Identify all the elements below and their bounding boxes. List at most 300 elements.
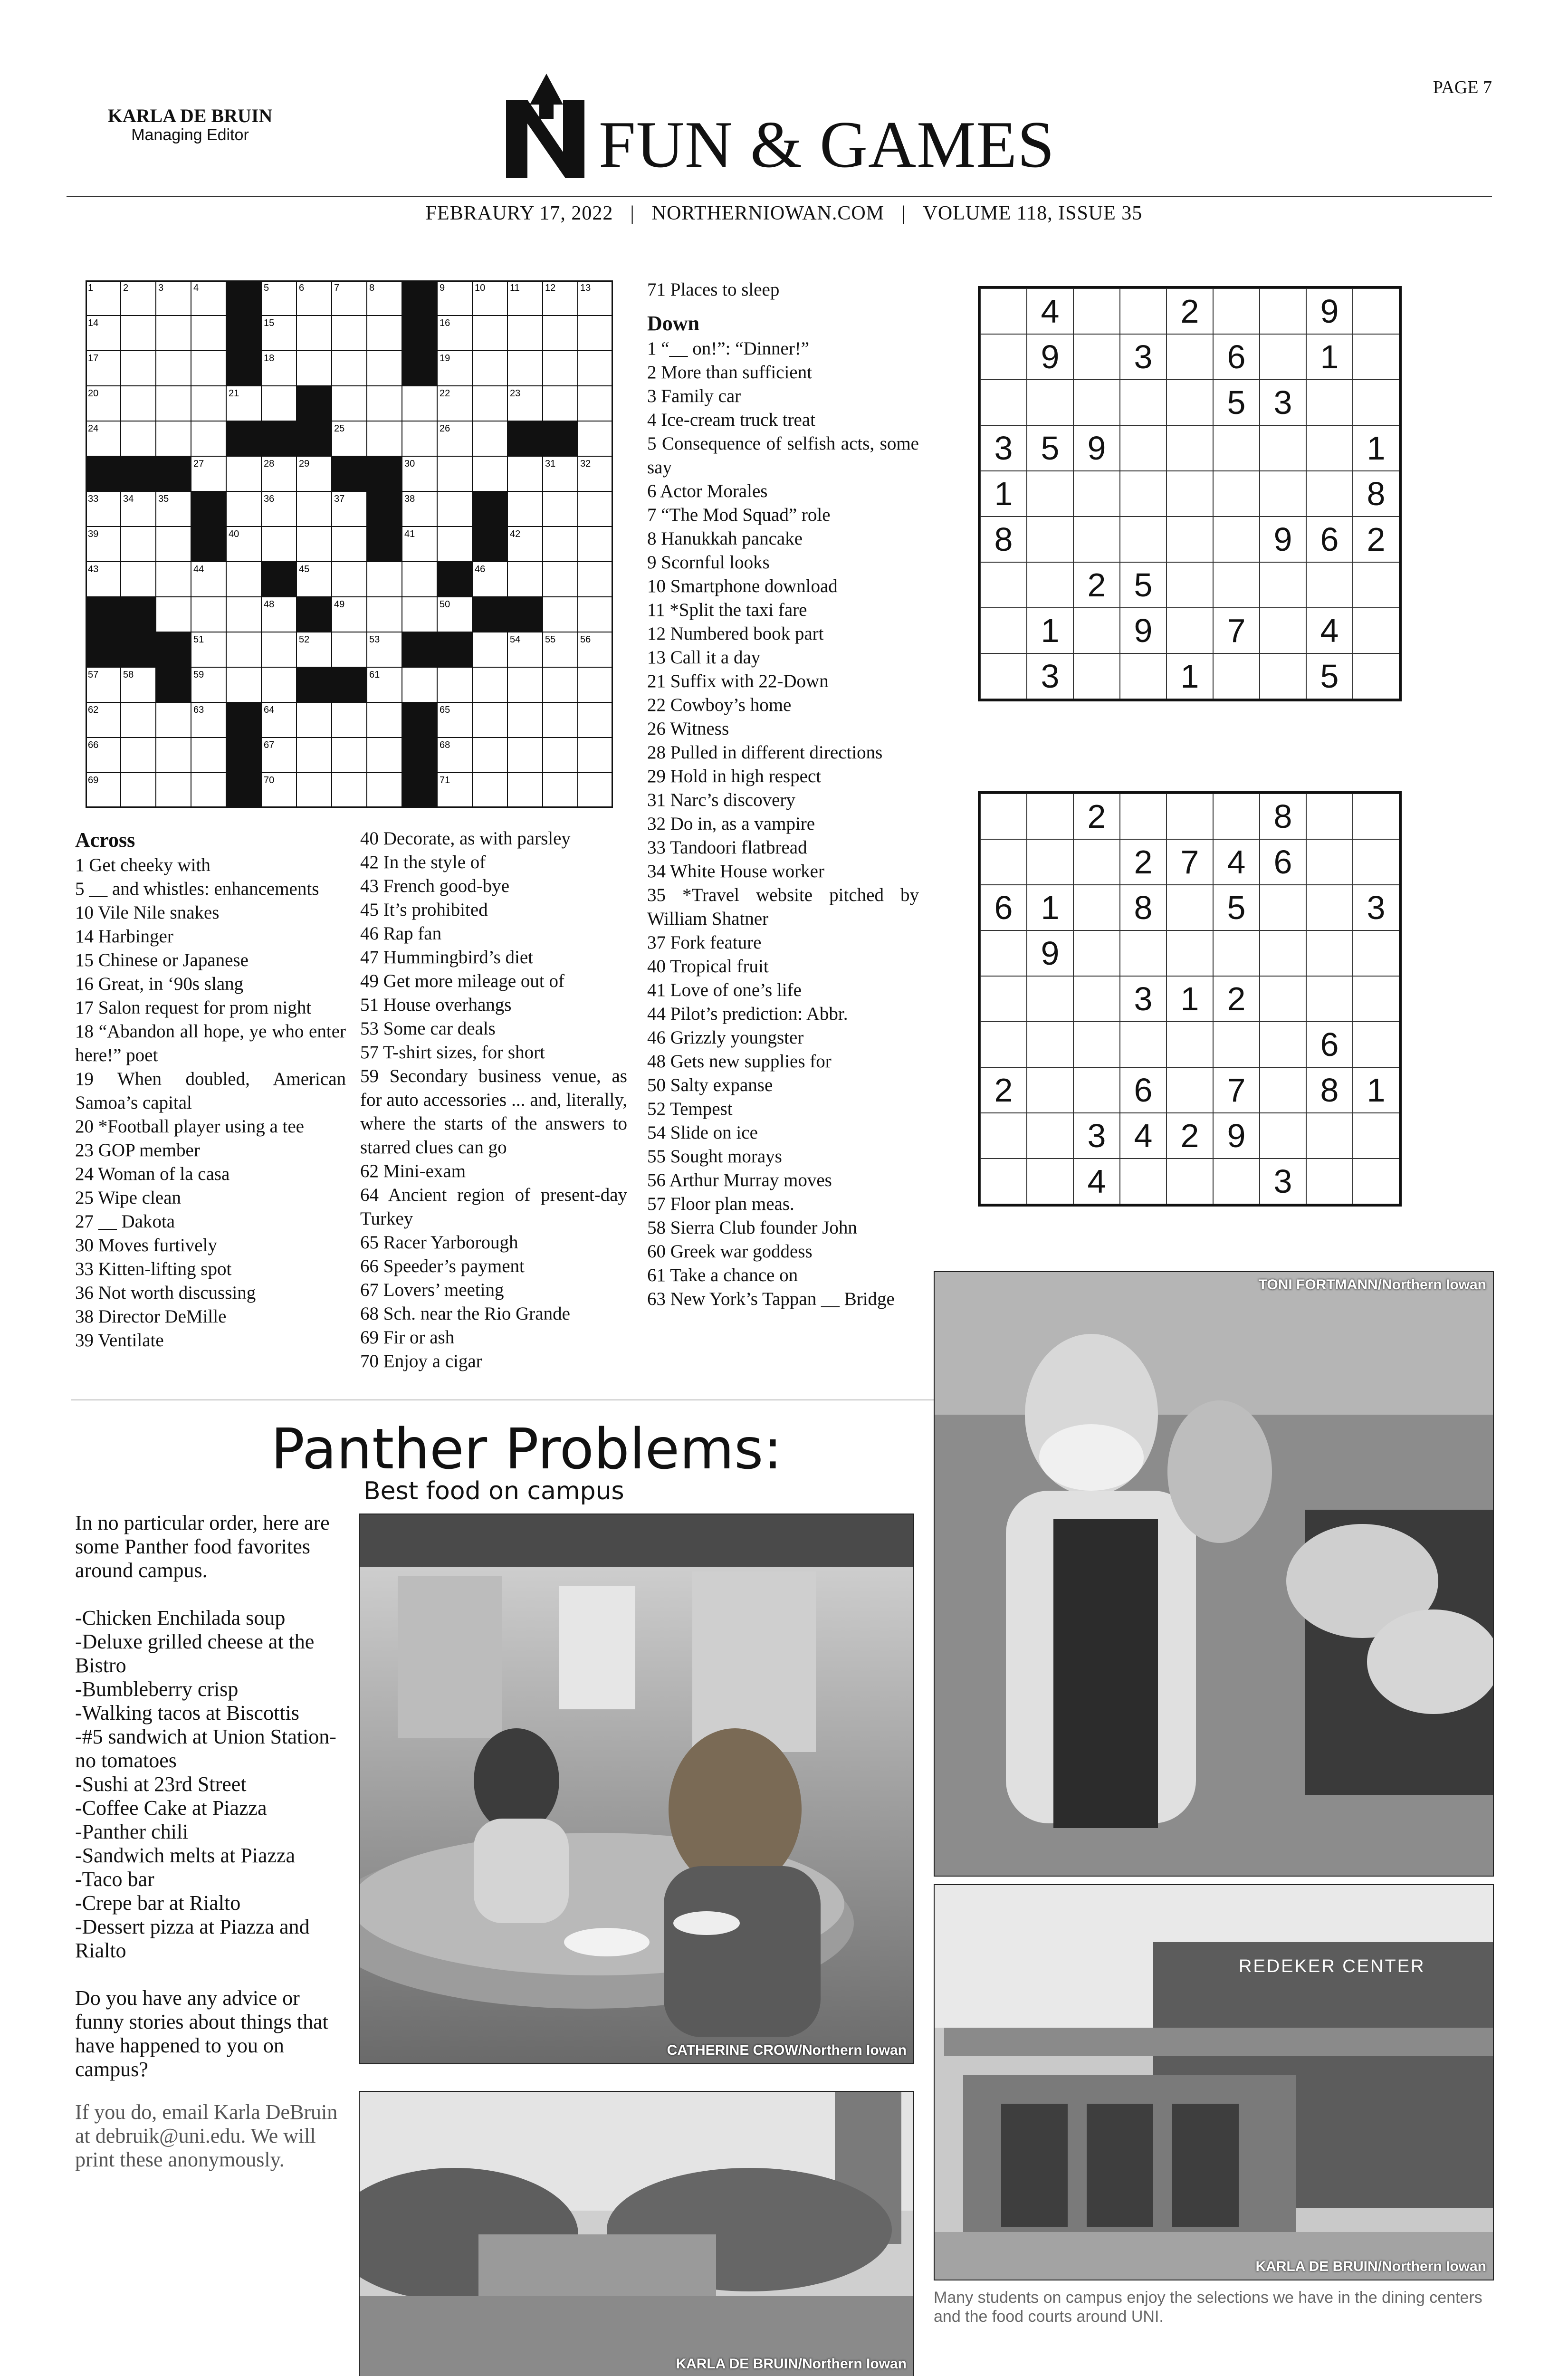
crossword-cell	[367, 738, 402, 773]
crossword-cell	[543, 562, 578, 597]
food-item: -Walking tacos at Biscottis	[75, 1701, 299, 1725]
across-clue: 59 Secondary business venue, as for auto accessories ... and, literally, where the starts of the answers to starred clues can go	[360, 1066, 627, 1158]
photo-credit: KARLA DE BRUIN/Northern Iowan	[676, 2356, 907, 2372]
crossword-cell	[296, 527, 332, 562]
across-clue: 66 Speeder’s payment	[360, 1256, 525, 1276]
crossword-cell-number: 25	[334, 423, 345, 434]
crossword-cell	[332, 351, 367, 386]
crossword-cell	[507, 491, 543, 527]
sudoku-cell	[1260, 930, 1306, 976]
sudoku-cell	[1213, 471, 1260, 517]
crossword-cell-number: 42	[510, 529, 521, 539]
sudoku-cell: 6	[1260, 839, 1306, 885]
sudoku-cell: 1	[1166, 976, 1213, 1022]
crossword-cell	[332, 738, 367, 773]
sudoku-cell	[1353, 334, 1399, 380]
crossword-cell	[472, 421, 507, 456]
food-item: -Crepe bar at Rialto	[75, 1891, 241, 1915]
crossword-cell	[296, 491, 332, 527]
crossword-cell	[578, 527, 613, 562]
down-clue: 48 Gets new supplies for	[647, 1051, 832, 1072]
sudoku-cell: 2	[1213, 976, 1260, 1022]
crossword-cell-number: 27	[193, 459, 204, 469]
crossword-cell-number: 58	[123, 670, 134, 680]
northern-iowan-logo	[501, 71, 592, 181]
crossword-block	[86, 632, 121, 667]
down-clue: 8 Hanukkah pancake	[647, 528, 803, 549]
crossword-block	[121, 597, 156, 632]
crossword-cell	[578, 386, 613, 421]
crossword-cell	[332, 702, 367, 738]
down-clue: 4 Ice-cream truck treat	[647, 410, 816, 430]
crossword-cell-number: 56	[580, 634, 591, 645]
crossword-cell-number: 4	[193, 283, 199, 293]
down-clue: 2 More than sufficient	[647, 362, 812, 383]
sudoku-cell	[1260, 1022, 1306, 1067]
sudoku-cell	[1120, 517, 1166, 562]
food-item: -Sandwich melts at Piazza	[75, 1844, 296, 1867]
sudoku-cell	[1073, 471, 1120, 517]
header-rule	[67, 196, 1492, 197]
crossword-cell	[472, 773, 507, 808]
crossword-cell	[578, 421, 613, 456]
sudoku-cell	[1166, 885, 1213, 930]
sudoku-cell	[980, 653, 1027, 699]
across-clue: 42 In the style of	[360, 852, 486, 872]
crossword-cell	[367, 351, 402, 386]
photo-credit: CATHERINE CROW/Northern Iowan	[667, 2042, 907, 2058]
crossword-cell	[156, 527, 191, 562]
sudoku-cell: 7	[1213, 608, 1260, 653]
sudoku-cell	[1213, 1159, 1260, 1204]
crossword-cell	[507, 316, 543, 351]
sudoku-cell: 8	[1353, 471, 1399, 517]
across-clue: 69 Fir or ash	[360, 1327, 455, 1348]
crossword-block	[437, 562, 472, 597]
crossword-cell	[367, 773, 402, 808]
sudoku-cell	[980, 1113, 1027, 1159]
crossword-block	[156, 632, 191, 667]
crossword-cell	[578, 597, 613, 632]
sudoku-cell	[980, 976, 1027, 1022]
crossword-cell	[296, 773, 332, 808]
sudoku-cell	[1260, 334, 1306, 380]
crossword-block	[296, 667, 332, 702]
across-clue: 49 Get more mileage out of	[360, 971, 564, 991]
crossword-cell	[578, 351, 613, 386]
crossword-block	[332, 456, 367, 491]
sudoku-cell	[1166, 425, 1213, 471]
sudoku-cell: 3	[1027, 653, 1073, 699]
down-clue: 61 Take a chance on	[647, 1265, 798, 1285]
down-clue: 34 White House worker	[647, 861, 824, 881]
crossword-cell-number: 65	[440, 705, 450, 715]
crossword-cell	[402, 562, 437, 597]
crossword-cell-number: 59	[193, 670, 204, 680]
crossword-cell	[472, 738, 507, 773]
crossword-cell	[156, 421, 191, 456]
sudoku-cell	[1073, 1067, 1120, 1113]
down-heading: Down	[647, 312, 700, 335]
across-clue: 33 Kitten-lifting spot	[75, 1259, 232, 1279]
sudoku-cell	[1120, 425, 1166, 471]
sudoku-cell: 3	[1120, 976, 1166, 1022]
across-clue: 24 Woman of la casa	[75, 1164, 230, 1184]
across-clue: 27 __ Dakota	[75, 1211, 175, 1232]
sudoku-cell	[1166, 380, 1213, 425]
crossword-block	[121, 632, 156, 667]
sudoku-cell	[1306, 1113, 1353, 1159]
sudoku-cell	[1353, 562, 1399, 608]
crossword-cell	[121, 386, 156, 421]
sudoku-puzzle-1	[978, 286, 1402, 701]
crossword-cell	[226, 491, 261, 527]
sudoku-cell	[1027, 562, 1073, 608]
sudoku-cell	[1306, 839, 1353, 885]
crossword-cell-number: 5	[264, 283, 269, 293]
sudoku-cell	[1213, 517, 1260, 562]
crossword-cell	[191, 316, 226, 351]
crossword-cell	[543, 386, 578, 421]
crossword-cell	[437, 667, 472, 702]
sudoku-cell: 9	[1120, 608, 1166, 653]
sudoku-cell	[1353, 976, 1399, 1022]
crossword-cell	[578, 491, 613, 527]
crossword-cell	[121, 421, 156, 456]
sudoku-cell: 1	[980, 471, 1027, 517]
sudoku-cell	[1027, 976, 1073, 1022]
sudoku-cell	[1073, 653, 1120, 699]
crossword-cell-number: 11	[510, 283, 520, 293]
sudoku-cell	[1073, 885, 1120, 930]
crossword-block	[261, 562, 296, 597]
sudoku-cell	[1260, 562, 1306, 608]
sudoku-cell	[1027, 1022, 1073, 1067]
crossword-block	[437, 632, 472, 667]
sudoku-cell: 1	[1027, 608, 1073, 653]
crossword-cell	[191, 351, 226, 386]
crossword-cell-number: 71	[440, 775, 450, 786]
sudoku-cell: 2	[1120, 839, 1166, 885]
crossword-cell-number: 67	[264, 740, 275, 750]
across-clue: 25 Wipe clean	[75, 1188, 181, 1208]
crossword-block	[191, 527, 226, 562]
across-clue: 68 Sch. near the Rio Grande	[360, 1303, 570, 1324]
crossword-cell	[543, 773, 578, 808]
sudoku-cell: 6	[1306, 517, 1353, 562]
down-clue: 6 Actor Morales	[647, 481, 768, 501]
crossword-block	[156, 456, 191, 491]
crossword-block	[472, 597, 507, 632]
crossword-cell	[367, 562, 402, 597]
website: NORTHERNIOWAN.COM	[651, 202, 885, 224]
sudoku-cell	[1073, 608, 1120, 653]
down-clue: 32 Do in, as a vampire	[647, 814, 815, 834]
crossword-cell-number: 51	[193, 634, 204, 645]
crossword-cell	[156, 773, 191, 808]
feature-intro: In no particular order, here are some Panther food favorites around campus.	[75, 1511, 330, 1582]
crossword-cell-number: 13	[580, 283, 591, 293]
crossword-block	[507, 421, 543, 456]
sudoku-cell	[1306, 380, 1353, 425]
down-clue: 9 Scornful looks	[647, 552, 770, 573]
crossword-block	[472, 527, 507, 562]
across-clue: 20 *Football player using a tee	[75, 1116, 304, 1137]
crossword-cell	[332, 527, 367, 562]
food-item: -#5 sandwich at Union Station- no tomatoes	[75, 1725, 336, 1772]
crossword-cell-number: 26	[440, 423, 450, 434]
food-item: -Sushi at 23rd Street	[75, 1772, 247, 1796]
sudoku-cell	[1353, 288, 1399, 334]
crossword-cell	[543, 702, 578, 738]
sudoku-cell	[1166, 930, 1213, 976]
dateline	[0, 202, 1568, 225]
sudoku-cell	[1353, 380, 1399, 425]
across-clue: 16 Great, in ‘90s slang	[75, 974, 244, 994]
sudoku-cell	[1306, 425, 1353, 471]
sudoku-cell	[1306, 885, 1353, 930]
sudoku-cell: 9	[1073, 425, 1120, 471]
sudoku-cell	[1353, 930, 1399, 976]
sudoku-cell	[1213, 288, 1260, 334]
sudoku-cell: 2	[1166, 1113, 1213, 1159]
crossword-cell	[472, 667, 507, 702]
crossword-block	[226, 738, 261, 773]
across-clue: 30 Moves furtively	[75, 1235, 217, 1255]
crossword-cell	[578, 316, 613, 351]
sudoku-cell	[1120, 471, 1166, 517]
sudoku-cell	[1120, 1159, 1166, 1204]
crossword-cell	[332, 562, 367, 597]
crossword-cell	[156, 738, 191, 773]
food-item: -Panther chili	[75, 1820, 189, 1843]
sudoku-cell	[1027, 471, 1073, 517]
sudoku-cell	[1353, 839, 1399, 885]
crossword-cell-number: 39	[88, 529, 99, 539]
down-clue: 52 Tempest	[647, 1099, 733, 1119]
crossword-cell	[472, 632, 507, 667]
crossword-cell-number: 66	[88, 740, 99, 750]
sudoku-cell	[1213, 562, 1260, 608]
sudoku-cell	[980, 1159, 1027, 1204]
across-clue: 70 Enjoy a cigar	[360, 1351, 482, 1371]
sudoku-cell: 2	[1353, 517, 1399, 562]
crossword-cell-number: 53	[369, 634, 380, 645]
down-clue: 46 Grizzly youngster	[647, 1027, 804, 1048]
crossword-cell-number: 14	[88, 318, 99, 328]
across-clue: 57 T-shirt sizes, for short	[360, 1042, 545, 1063]
sudoku-cell	[1213, 930, 1260, 976]
down-clue: 3 Family car	[647, 386, 741, 406]
down-clue: 35 *Travel website pitched by William Shatner	[647, 885, 919, 929]
crossword-cell	[191, 386, 226, 421]
crossword-cell-number: 34	[123, 494, 134, 504]
feature-question: Do you have any advice or funny stories about things that have happened to you on campus?	[75, 1986, 328, 2081]
redeker-center-sign: REDEKER CENTER	[1239, 1956, 1425, 1976]
photo-credit: KARLA DE BRUIN/Northern Iowan	[1255, 2259, 1486, 2274]
crossword-cell-number: 46	[475, 564, 486, 575]
crossword-cell-number: 17	[88, 353, 99, 364]
sudoku-cell: 2	[1166, 288, 1213, 334]
crossword-cell-number: 28	[264, 459, 275, 469]
crossword-cell	[543, 527, 578, 562]
crossword-cell	[156, 386, 191, 421]
crossword-cell	[332, 773, 367, 808]
sudoku-cell	[980, 562, 1027, 608]
food-item: -Deluxe grilled cheese at the Bistro	[75, 1630, 315, 1677]
crossword-cell	[367, 421, 402, 456]
sudoku-cell	[1260, 1067, 1306, 1113]
crossword-cell	[437, 456, 472, 491]
sudoku-cell: 6	[980, 885, 1027, 930]
crossword-block	[226, 280, 261, 316]
crossword-cell	[121, 702, 156, 738]
across-clue: 1 Get cheeky with	[75, 855, 210, 875]
sudoku-cell	[1166, 608, 1213, 653]
sudoku-cell	[980, 334, 1027, 380]
dining-hall-photo	[359, 1514, 914, 2064]
crossword-cell	[402, 421, 437, 456]
sudoku-cell: 9	[1027, 930, 1073, 976]
crossword-cell-number: 2	[123, 283, 129, 293]
crossword-block	[296, 386, 332, 421]
crossword-cell	[507, 562, 543, 597]
crossword-cell-number: 55	[545, 634, 556, 645]
food-item: -Bumbleberry crisp	[75, 1677, 239, 1701]
crossword-cell-number: 43	[88, 564, 99, 575]
crossword-cell	[261, 632, 296, 667]
crossword-block	[121, 456, 156, 491]
crossword-block	[367, 527, 402, 562]
feature-contact: If you do, email Karla DeBruin at debruik@uni.edu. We will print these anonymously.	[75, 2100, 338, 2171]
sudoku-cell: 4	[1213, 839, 1260, 885]
crossword-cell-number: 8	[369, 283, 375, 293]
crossword-cell	[402, 597, 437, 632]
across-clue: 19 When doubled, American Samoa’s capital	[75, 1069, 346, 1113]
crossword-cell-number: 41	[404, 529, 415, 539]
crossword-block	[402, 316, 437, 351]
down-clue: 41 Love of one’s life	[647, 980, 802, 1000]
crossword-cell	[296, 702, 332, 738]
across-clue: 14 Harbinger	[75, 926, 173, 947]
crossword-cell-number: 3	[158, 283, 164, 293]
crossword-cell	[367, 702, 402, 738]
crossword-cell	[578, 773, 613, 808]
sudoku-cell: 9	[1260, 517, 1306, 562]
crossword-cell	[472, 456, 507, 491]
crossword-cell	[507, 738, 543, 773]
crossword-cell	[121, 316, 156, 351]
sudoku-cell	[1120, 794, 1166, 839]
sudoku-cell	[980, 1022, 1027, 1067]
crossword-cell-number: 48	[264, 599, 275, 610]
crossword-cell-number: 7	[334, 283, 340, 293]
crossword-cell-number: 64	[264, 705, 275, 715]
sudoku-cell	[1213, 425, 1260, 471]
down-clue: 55 Sought morays	[647, 1146, 782, 1167]
down-clue: 56 Arthur Murray moves	[647, 1170, 832, 1190]
sudoku-cell: 1	[1166, 653, 1213, 699]
crossword-block	[86, 456, 121, 491]
crossword-block	[226, 316, 261, 351]
down-clue: 28 Pulled in different directions	[647, 742, 883, 763]
sudoku-cell: 1	[1353, 425, 1399, 471]
section-title: FUN & GAMES	[599, 108, 1055, 182]
sudoku-cell	[1073, 930, 1120, 976]
sudoku-cell: 4	[1306, 608, 1353, 653]
down-clue: 54 Slide on ice	[647, 1122, 758, 1143]
volume-issue: VOLUME 118, ISSUE 35	[923, 202, 1143, 224]
food-item: -Dessert pizza at Piazza and Rialto	[75, 1915, 310, 1962]
sudoku-cell: 3	[980, 425, 1027, 471]
crossword-cell	[332, 632, 367, 667]
crossword-cell	[226, 597, 261, 632]
crossword-cell-number: 40	[229, 529, 239, 539]
sudoku-cell	[1120, 380, 1166, 425]
sudoku-cell: 3	[1260, 1159, 1306, 1204]
sudoku-cell	[1027, 794, 1073, 839]
sudoku-cell	[1306, 471, 1353, 517]
crossword-cell	[402, 667, 437, 702]
crossword-cell	[156, 316, 191, 351]
sudoku-cell	[1073, 380, 1120, 425]
crossword-cell	[121, 773, 156, 808]
sudoku-cell	[1353, 794, 1399, 839]
across-clue: 40 Decorate, as with parsley	[360, 828, 571, 849]
sudoku-cell	[1027, 517, 1073, 562]
crossword-cell	[121, 527, 156, 562]
sudoku-cell	[1166, 517, 1213, 562]
across-clue: 36 Not worth discussing	[75, 1283, 256, 1303]
sudoku-cell	[980, 608, 1027, 653]
down-clue: 11 *Split the taxi fare	[647, 600, 807, 620]
crossword-block	[367, 491, 402, 527]
sudoku-cell	[1073, 839, 1120, 885]
editor-title: Managing Editor	[131, 126, 249, 144]
sudoku-cell: 3	[1260, 380, 1306, 425]
sudoku-cell	[1213, 1022, 1260, 1067]
crossword-cell	[543, 597, 578, 632]
crossword-block	[402, 632, 437, 667]
photo-credit: TONI FORTMANN/Northern Iowan	[1258, 1277, 1486, 1293]
crossword-cell	[191, 773, 226, 808]
crossword-block	[226, 702, 261, 738]
sudoku-cell: 1	[1027, 885, 1073, 930]
crossword-cell	[191, 421, 226, 456]
sudoku-cell: 8	[1120, 885, 1166, 930]
across-clue: 45 It’s prohibited	[360, 900, 488, 920]
crossword-cell-number: 18	[264, 353, 275, 364]
crossword-block	[402, 280, 437, 316]
sudoku-cell	[1166, 1022, 1213, 1067]
sudoku-cell: 8	[1306, 1067, 1353, 1113]
sudoku-cell: 2	[980, 1067, 1027, 1113]
crossword-cell-number: 15	[264, 318, 275, 328]
sudoku-cell: 9	[1306, 288, 1353, 334]
food-favorites-list	[75, 1606, 341, 1963]
sudoku-cell: 3	[1353, 885, 1399, 930]
crossword-block	[507, 597, 543, 632]
sudoku-cell	[980, 794, 1027, 839]
crossword-cell	[472, 702, 507, 738]
sudoku-cell	[1306, 930, 1353, 976]
feature-title: Panther Problems:	[271, 1416, 783, 1482]
sudoku-cell: 5	[1213, 885, 1260, 930]
crossword-cell-number: 44	[193, 564, 204, 575]
across-clue: 39 Ventilate	[75, 1330, 164, 1351]
sudoku-cell	[1306, 976, 1353, 1022]
down-clue: 57 Floor plan meas.	[647, 1194, 794, 1214]
